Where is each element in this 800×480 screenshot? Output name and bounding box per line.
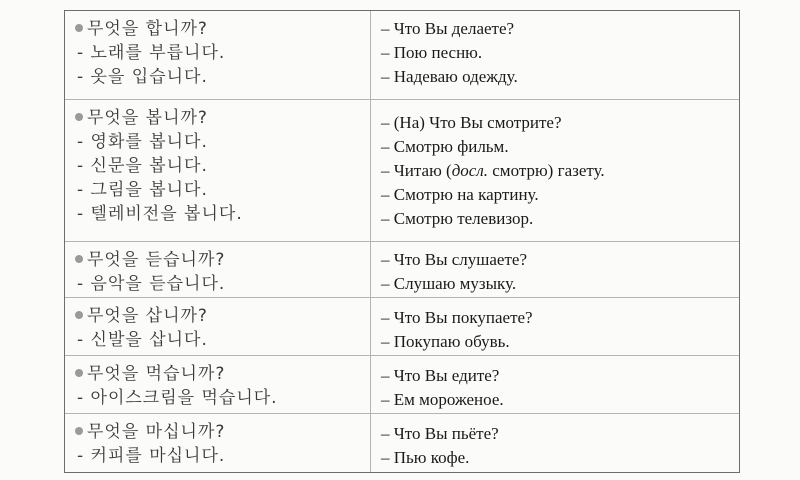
russian-question: – Что Вы едите? [381,366,500,385]
table-row [65,413,739,472]
korean-cell [65,242,371,297]
question-line [75,420,360,444]
korean-answer: - 그림을 봅니다. [77,180,208,200]
korean-cell [65,100,371,241]
russian-cell [371,298,739,355]
korean-answer: - 노래를 부릅니다. [77,43,226,63]
russian-answer [381,159,729,183]
korean-cell [65,11,371,99]
abbreviation-dosl: досл. [451,161,489,180]
korean-answer: - 영화를 봅니다. [77,132,208,152]
question-line [75,362,360,386]
korean-cell [65,414,371,472]
russian-answer: – Слушаю музыку. [381,274,517,293]
table-row [65,99,739,241]
russian-question: – Что Вы пьёте? [381,424,499,443]
korean-answer: - 커피를 마십니다. [77,446,226,466]
korean-answer: - 음악을 듣습니다. [77,274,226,294]
korean-question: 무엇을 듣습니까? [87,250,226,270]
bullet-dot-icon [75,255,83,263]
table-row [65,355,739,413]
question-line [75,304,360,328]
table-row [65,297,739,355]
korean-answer: - 신문을 봅니다. [77,156,208,176]
bullet-dot-icon [75,113,83,121]
russian-cell [371,242,739,297]
bullet-dot-icon [75,427,83,435]
russian-answer-part: – Читаю ( [381,161,452,180]
korean-question: 무엇을 마십니까? [87,422,226,442]
russian-answer: – Смотрю фильм. [381,137,509,156]
korean-answer: - 옷을 입습니다. [77,67,208,87]
russian-question: – Что Вы покупаете? [381,308,533,327]
bullet-dot-icon [75,311,83,319]
table-row [65,11,739,99]
bullet-dot-icon [75,369,83,377]
question-line [75,17,360,41]
russian-answer-part: смотрю) газету. [488,161,605,180]
russian-cell [371,414,739,472]
russian-answer: – Надеваю одежду. [381,67,518,86]
russian-cell [371,100,739,241]
russian-question: – Что Вы слушаете? [381,250,527,269]
russian-answer: – Смотрю на картину. [381,185,539,204]
bullet-dot-icon [75,24,83,32]
russian-cell [371,356,739,413]
russian-question: – (На) Что Вы смотрите? [381,113,562,132]
question-line [75,106,360,130]
korean-question: 무엇을 봅니까? [87,108,208,128]
korean-answer: - 텔레비전을 봅니다. [77,204,243,224]
russian-answer: – Смотрю телевизор. [381,209,534,228]
russian-answer: – Ем мороженое. [381,390,504,409]
russian-answer: – Пью кофе. [381,448,470,467]
korean-question: 무엇을 합니까? [87,19,208,39]
question-line [75,248,360,272]
russian-answer: – Пою песню. [381,43,483,62]
table-row [65,241,739,297]
russian-question: – Что Вы делаете? [381,19,515,38]
russian-cell [371,11,739,99]
korean-answer: - 아이스크림을 먹습니다. [77,388,278,408]
korean-cell [65,356,371,413]
korean-question: 무엇을 삽니까? [87,306,208,326]
russian-answer: – Покупаю обувь. [381,332,510,351]
korean-cell [65,298,371,355]
korean-question: 무엇을 먹습니까? [87,364,226,384]
phrase-table [64,10,740,473]
korean-answer: - 신발을 삽니다. [77,330,208,350]
